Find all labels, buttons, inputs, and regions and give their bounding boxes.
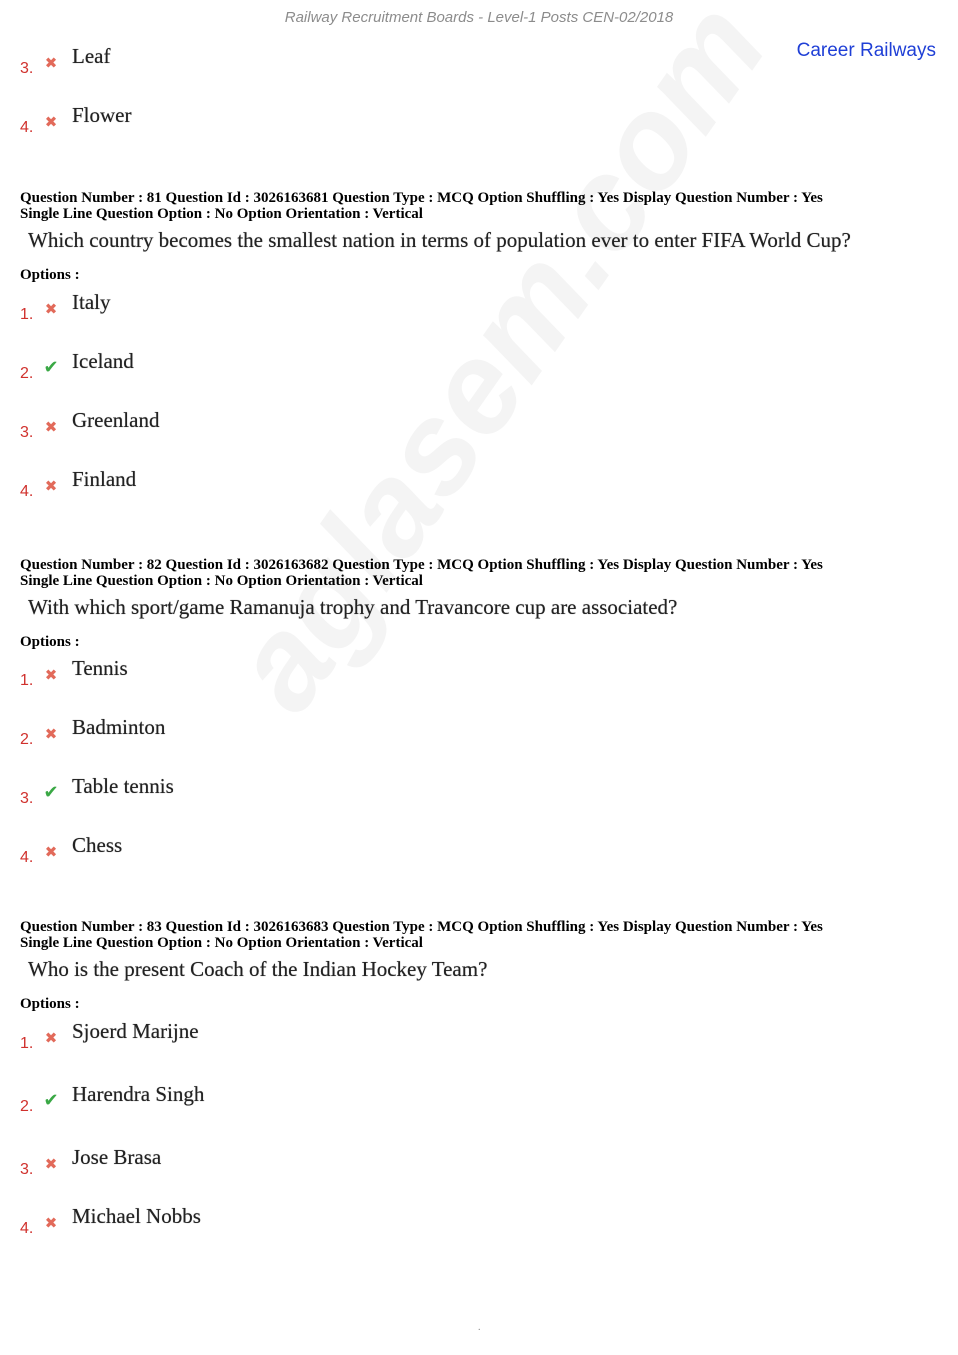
option-number: 1. (20, 1035, 34, 1052)
cross-icon: ✖ (44, 300, 58, 318)
option-number: 1. (20, 672, 34, 689)
option-text: Iceland (72, 349, 134, 373)
options-label: Options : (20, 996, 80, 1012)
option-text: Michael Nobbs (72, 1204, 201, 1228)
cross-icon: ✖ (44, 1029, 58, 1047)
check-icon: ✔ (43, 1090, 59, 1111)
option-number: 4. (20, 119, 34, 136)
option-text: Greenland (72, 408, 160, 432)
page-footer: . (478, 1322, 481, 1333)
brand-label: Career Railways (796, 40, 936, 61)
cross-icon: ✖ (44, 843, 58, 861)
page-header: Railway Recruitment Boards - Level-1 Posts CEN-02/2018 (284, 9, 674, 26)
option-number: 4. (20, 483, 34, 500)
question-meta (20, 919, 823, 951)
cross-icon: ✖ (44, 54, 58, 72)
cross-icon: ✖ (44, 1214, 58, 1232)
check-icon: ✔ (43, 782, 59, 803)
options-label: Options : (20, 634, 80, 650)
cross-icon: ✖ (44, 113, 58, 131)
option-text: Leaf (72, 44, 111, 68)
option-text: Badminton (72, 715, 166, 739)
options-label: Options : (20, 267, 80, 283)
option-text: Harendra Singh (72, 1082, 205, 1106)
question-text: With which sport/game Ramanuja trophy and Travancore cup are associated? (28, 595, 678, 619)
question-text: Who is the present Coach of the Indian Hockey Team? (28, 957, 488, 981)
option-text: Jose Brasa (72, 1145, 162, 1169)
question-meta (20, 557, 823, 589)
option-text: Chess (72, 833, 123, 857)
option-text: Tennis (72, 656, 128, 680)
option-number: 2. (20, 365, 34, 382)
cross-icon: ✖ (44, 1155, 58, 1173)
cross-icon: ✖ (44, 477, 58, 495)
question-meta-line-1: Question Number : 81 Question Id : 3026163681 Question Type : MCQ Option Shuffling : Yes Display Question Number : Yes (20, 190, 823, 206)
cross-icon: ✖ (44, 666, 58, 684)
option-number: 2. (20, 1098, 34, 1115)
option-text: Flower (72, 103, 132, 127)
question-meta-line-2: Single Line Question Option : No Option Orientation : Vertical (20, 573, 423, 589)
option-number: 1. (20, 306, 34, 323)
option-number: 3. (20, 60, 34, 77)
option-number: 4. (20, 849, 34, 866)
option-number: 4. (20, 1220, 34, 1237)
option-text: Sjoerd Marijne (72, 1019, 199, 1043)
option-number: 3. (20, 790, 34, 807)
check-icon: ✔ (43, 357, 59, 378)
option-text: Italy (72, 290, 111, 314)
option-number: 3. (20, 1161, 34, 1178)
option-text: Table tennis (72, 774, 174, 798)
option-number: 3. (20, 424, 34, 441)
option-text: Finland (72, 467, 137, 491)
cross-icon: ✖ (44, 418, 58, 436)
watermark (200, 0, 795, 736)
question-meta-line-2: Single Line Question Option : No Option Orientation : Vertical (20, 935, 423, 951)
cross-icon: ✖ (44, 725, 58, 743)
question-text: Which country becomes the smallest nation in terms of population ever to enter FIFA World Cup? (28, 228, 851, 252)
question-meta-line-2: Single Line Question Option : No Option Orientation : Vertical (20, 206, 423, 222)
question-meta-line-1: Question Number : 82 Question Id : 3026163682 Question Type : MCQ Option Shuffling : Yes Display Question Number : Yes (20, 557, 823, 573)
question-meta (20, 190, 823, 222)
question-meta-line-1: Question Number : 83 Question Id : 3026163683 Question Type : MCQ Option Shuffling : Yes Display Question Number : Yes (20, 919, 823, 935)
option-number: 2. (20, 731, 34, 748)
